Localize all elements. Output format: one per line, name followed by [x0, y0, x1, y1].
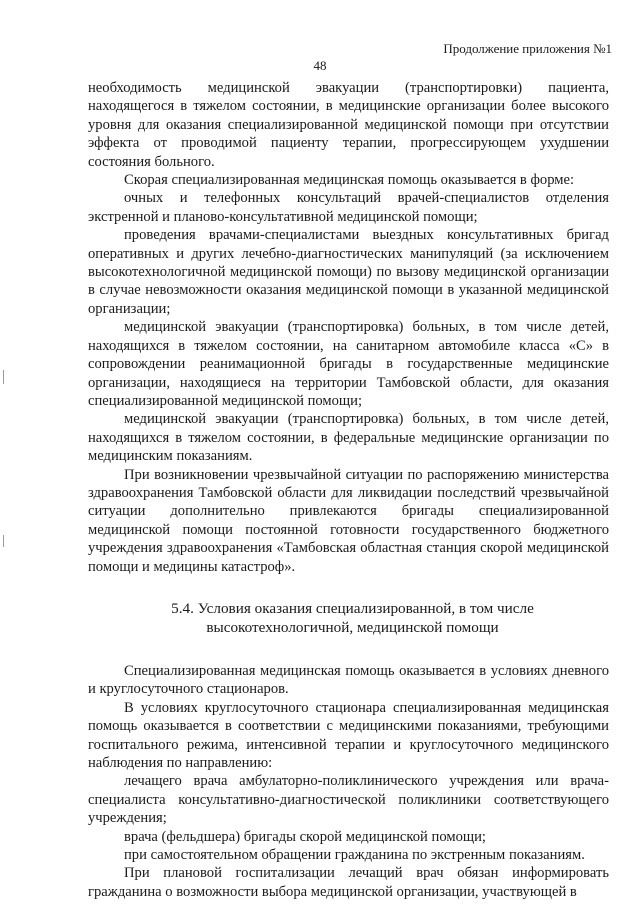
margin-mark — [3, 535, 4, 547]
appendix-continuation-label: Продолжение приложения №1 — [443, 41, 612, 56]
paragraph: лечащего врача амбулаторно-поликлинического учреждения или врача-специалиста консультативно-диагностической поликлиники соответствующего учреждения; — [88, 773, 609, 827]
paragraph: проведения врачами-специалистами выездных консультативных бригад оперативных и других лечебно-диагностических манипуляций (за исключением высокотехнологичной медицинской помощи) по вызову медицинской организации в случае невозможности оказания медицинской помощи в указанной медицинской организации; — [88, 227, 609, 317]
paragraph: при самостоятельном обращении гражданина по экстренным показаниям. — [124, 847, 585, 864]
paragraph: В условиях круглосуточного стационара специализированная медицинская помощь оказывается в соответствии с медицинскими показаниями, требующими госпитального режима, интенсивной терапии и круглосуточного медицинского наблюдения по направлению: — [88, 699, 609, 771]
paragraph: При плановой госпитализации лечащий врач обязан информировать гражданина о возможности выбора медицинской организации, участвующей в — [88, 865, 609, 900]
paragraph: Скорая специализированная медицинская помощь оказывается в форме: — [124, 172, 575, 189]
section-heading — [88, 599, 609, 637]
paragraph: медицинской эвакуации (транспортировка) больных, в том числе детей, находящихся в тяжелом состоянии, в федеральные медицинские организации по медицинским показаниям. — [88, 411, 609, 465]
paragraph: При возникновении чрезвычайной ситуации по распоряжению министерства здравоохранения Тамбовской области для ликвидации последствий чрезвычайной ситуации дополнительно привлекаются бригады специализированной медицинской помощи постоянной готовности государственного бюджетного учреждения здравоохранения «Тамбовская областная станция скорой медицинской помощи и медицины катастроф». — [88, 466, 609, 575]
paragraphs-before-section — [88, 79, 609, 576]
document-body — [88, 79, 609, 901]
section-heading-line: высокотехнологичной, медицинской помощи — [206, 618, 499, 636]
section-heading-line: 5.4. Условия оказания специализированной, в том числе — [171, 599, 534, 617]
paragraph: медицинской эвакуации (транспортировка) больных, в том числе детей, находящихся в тяжелом состоянии, на санитарном автомобиле класса «С» в сопровождении реанимационной бригады в государственные медицинские организации, находящиеся на территории Тамбовской области, для оказания специализированной медицинской помощи; — [88, 319, 609, 409]
paragraph: необходимость медицинской эвакуации (транспортировки) пациента, находящегося в тяжелом состоянии, в медицинские организации более высокого уровня для оказания специализированной медицинской помощи при отсутствии эффекта от проводимой пациенту терапии, прогрессирующем ухудшении состояния больного. — [88, 80, 609, 170]
paragraphs-after-section — [88, 662, 609, 901]
paragraph: очных и телефонных консультаций врачей-специалистов отделения экстренной и планово-консультативной медицинской помощи; — [88, 190, 609, 225]
margin-mark — [3, 370, 4, 384]
paragraph: врача (фельдшера) бригады скорой медицинской помощи; — [124, 828, 486, 845]
page-number: 48 — [313, 58, 327, 73]
paragraph: Специализированная медицинская помощь оказывается в условиях дневного и круглосуточного стационаров. — [88, 662, 609, 698]
